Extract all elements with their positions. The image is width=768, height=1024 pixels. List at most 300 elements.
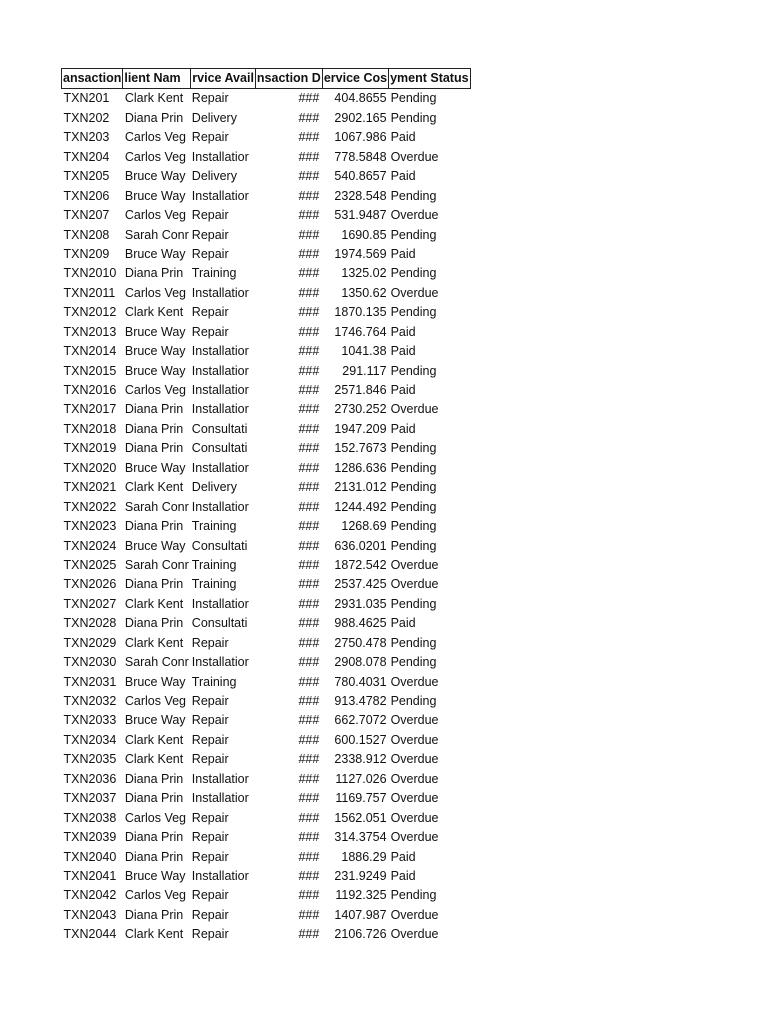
cell-transaction-id[interactable]: TXN205	[63, 169, 110, 184]
cell-service-availed[interactable]: Repair	[191, 810, 229, 825]
cell-transaction-id[interactable]: TXN2042	[63, 888, 117, 903]
cell-service-availed[interactable]: Installatior	[191, 596, 249, 611]
cell-client-name[interactable]: Bruce Way	[124, 324, 186, 339]
cell-transaction-id[interactable]: TXN2036	[63, 771, 117, 786]
cell-payment-status[interactable]: Pending	[390, 655, 437, 670]
cell-client-name[interactable]: Sarah Conr	[124, 655, 189, 670]
cell-service-availed[interactable]: Repair	[191, 830, 229, 845]
cell-payment-status[interactable]: Pending	[390, 305, 437, 320]
table-body	[62, 89, 471, 945]
cell-client-name[interactable]: Clark Kent	[124, 635, 184, 650]
cell-client-name[interactable]: Bruce Way	[124, 868, 186, 883]
cell-service-cost[interactable]: 662.7072	[334, 713, 387, 728]
cell-payment-status[interactable]: Overdue	[390, 907, 439, 922]
table-row	[62, 128, 471, 147]
cell-service-availed[interactable]: Repair	[191, 246, 229, 261]
cell-transaction-id[interactable]: TXN2014	[63, 344, 117, 359]
cell-transaction-id[interactable]: TXN2013	[63, 324, 117, 339]
cell-client-name[interactable]: Bruce Way	[124, 538, 186, 553]
cell-transaction-id[interactable]: TXN2022	[63, 499, 117, 514]
cell-client-name[interactable]: Clark Kent	[124, 305, 184, 320]
cell-payment-status[interactable]: Pending	[390, 441, 437, 456]
cell-payment-status[interactable]: Pending	[390, 499, 437, 514]
cell-service-cost[interactable]: 1872.542	[334, 557, 387, 572]
cell-transaction-id[interactable]: TXN2015	[63, 363, 117, 378]
table-row	[62, 167, 471, 186]
cell-service-availed[interactable]: Repair	[191, 907, 229, 922]
cell-client-name[interactable]: Sarah Conr	[124, 227, 189, 242]
cell-transaction-date[interactable]: ###	[298, 868, 320, 883]
cell-client-name[interactable]: Carlos Veg	[124, 285, 187, 300]
cell-payment-status[interactable]: Overdue	[390, 208, 439, 223]
cell-payment-status[interactable]: Pending	[390, 538, 437, 553]
cell-transaction-date[interactable]: ###	[298, 538, 320, 553]
cell-service-cost[interactable]: 231.9249	[334, 868, 387, 883]
cell-service-cost[interactable]: 540.8657	[334, 169, 387, 184]
cell-client-name[interactable]: Clark Kent	[124, 596, 184, 611]
cell-service-availed[interactable]: Training	[191, 266, 237, 281]
header-service-availed[interactable]: rvice Avail	[191, 69, 256, 89]
table-row	[62, 905, 471, 924]
cell-service-cost[interactable]: 1870.135	[334, 305, 387, 320]
cell-service-cost[interactable]: 1127.026	[335, 771, 387, 786]
table-row	[62, 147, 471, 166]
cell-payment-status[interactable]: Pending	[390, 596, 437, 611]
cell-transaction-id[interactable]: TXN204	[63, 149, 110, 164]
header-transaction-id[interactable]: ansaction	[62, 69, 123, 89]
cell-payment-status[interactable]: Pending	[390, 519, 437, 534]
cell-transaction-date[interactable]: ###	[298, 771, 320, 786]
table-row	[62, 439, 471, 458]
cell-transaction-date[interactable]: ###	[298, 577, 320, 592]
table-row	[62, 633, 471, 652]
cell-service-cost[interactable]: 988.4625	[334, 616, 387, 631]
cell-service-availed[interactable]: Installatior	[191, 149, 249, 164]
table-row	[62, 867, 471, 886]
cell-payment-status[interactable]: Pending	[390, 227, 437, 242]
cell-transaction-date[interactable]: ###	[298, 460, 320, 475]
cell-client-name[interactable]: Diana Prin	[124, 402, 184, 417]
cell-transaction-date[interactable]: ###	[298, 227, 320, 242]
cell-service-cost[interactable]: 1886.29	[341, 849, 387, 864]
cell-client-name[interactable]: Diana Prin	[124, 441, 184, 456]
cell-client-name[interactable]: Diana Prin	[124, 616, 184, 631]
cell-client-name[interactable]: Clark Kent	[124, 480, 184, 495]
cell-payment-status[interactable]: Paid	[390, 421, 416, 436]
cell-service-cost[interactable]: 2106.726	[334, 927, 387, 942]
cell-payment-status[interactable]: Pending	[390, 91, 437, 106]
cell-payment-status[interactable]: Overdue	[390, 402, 439, 417]
cell-service-availed[interactable]: Repair	[191, 694, 229, 708]
cell-service-availed[interactable]: Repair	[191, 324, 229, 339]
cell-payment-status[interactable]: Pending	[390, 363, 437, 378]
cell-transaction-id[interactable]: TXN2024	[63, 538, 117, 553]
cell-transaction-id[interactable]: TXN2023	[63, 519, 117, 534]
cell-transaction-date[interactable]: ###	[298, 208, 320, 223]
cell-transaction-date[interactable]: ###	[298, 791, 320, 806]
cell-service-availed[interactable]: Repair	[191, 752, 229, 767]
cell-client-name[interactable]: Diana Prin	[124, 110, 184, 125]
cell-payment-status[interactable]: Overdue	[390, 285, 439, 300]
cell-transaction-id[interactable]: TXN2034	[63, 732, 117, 747]
cell-client-name[interactable]: Diana Prin	[124, 577, 184, 592]
cell-client-name[interactable]: Carlos Veg	[124, 383, 187, 397]
cell-service-availed[interactable]: Installatior	[191, 460, 249, 475]
cell-service-cost[interactable]: 1350.62	[341, 285, 387, 300]
cell-payment-status[interactable]: Pending	[390, 110, 437, 125]
header-service-cost[interactable]: ervice Cos	[322, 69, 388, 89]
cell-transaction-id[interactable]: TXN2039	[63, 830, 117, 845]
cell-service-availed[interactable]: Installatior	[191, 655, 249, 670]
cell-transaction-id[interactable]: TXN2032	[63, 694, 117, 708]
cell-payment-status[interactable]: Overdue	[390, 732, 439, 747]
cell-payment-status[interactable]: Overdue	[390, 577, 439, 592]
cell-client-name[interactable]: Clark Kent	[124, 927, 184, 942]
cell-transaction-id[interactable]: TXN208	[63, 227, 110, 242]
cell-transaction-date[interactable]: ###	[298, 713, 320, 728]
cell-service-cost[interactable]: 2131.012	[334, 480, 387, 495]
cell-payment-status[interactable]: Pending	[390, 460, 437, 475]
cell-service-cost[interactable]: 1690.85	[341, 227, 387, 242]
cell-service-availed[interactable]: Repair	[191, 305, 229, 320]
cell-client-name[interactable]: Sarah Conr	[124, 557, 189, 572]
table-row	[62, 614, 471, 633]
cell-service-availed[interactable]: Repair	[191, 208, 229, 223]
cell-service-cost[interactable]: 1268.69	[341, 519, 387, 534]
cell-service-cost[interactable]: 2537.425	[334, 577, 387, 592]
cell-service-cost[interactable]: 1192.325	[335, 888, 387, 903]
cell-transaction-date[interactable]: ###	[298, 752, 320, 767]
cell-service-cost[interactable]: 1041.38	[341, 344, 387, 359]
cell-transaction-date[interactable]: ###	[298, 499, 320, 514]
cell-service-cost[interactable]: 1974.569	[334, 246, 387, 261]
cell-client-name[interactable]: Bruce Way	[124, 674, 186, 689]
cell-transaction-date[interactable]: ###	[298, 635, 320, 650]
cell-payment-status[interactable]: Overdue	[390, 927, 439, 942]
cell-transaction-id[interactable]: TXN203	[63, 130, 110, 145]
cell-client-name[interactable]: Carlos Veg	[124, 694, 187, 708]
header-transaction-date[interactable]: nsaction D	[255, 69, 322, 89]
cell-transaction-date[interactable]: ###	[298, 402, 320, 417]
cell-payment-status[interactable]: Paid	[390, 383, 416, 397]
cell-service-cost[interactable]: 404.8655	[334, 91, 387, 106]
cell-service-availed[interactable]: Consultati	[191, 441, 248, 456]
table-row	[62, 517, 471, 536]
cell-client-name[interactable]: Clark Kent	[124, 732, 184, 747]
cell-client-name[interactable]: Carlos Veg	[124, 810, 187, 825]
cell-service-cost[interactable]: 2931.035	[334, 596, 387, 611]
cell-transaction-date[interactable]: ###	[298, 830, 320, 845]
cell-service-availed[interactable]: Installatior	[191, 363, 249, 378]
cell-client-name[interactable]: Diana Prin	[124, 830, 184, 845]
table-row	[62, 381, 471, 400]
cell-transaction-date[interactable]: ###	[298, 810, 320, 825]
header-payment-status[interactable]: yment Status	[389, 69, 471, 89]
cell-transaction-date[interactable]: ###	[298, 285, 320, 300]
cell-service-cost[interactable]: 1407.987	[334, 907, 387, 922]
cell-service-cost[interactable]: 780.4031	[334, 674, 387, 689]
cell-payment-status[interactable]: Paid	[390, 344, 416, 359]
cell-service-availed[interactable]: Installatior	[191, 188, 249, 203]
cell-service-availed[interactable]: Installatior	[191, 344, 249, 359]
cell-service-cost[interactable]: 1169.757	[335, 791, 387, 806]
cell-transaction-id[interactable]: TXN2031	[63, 674, 117, 689]
table-row	[62, 478, 471, 497]
table-row	[62, 536, 471, 555]
cell-service-availed[interactable]: Training	[191, 674, 237, 689]
cell-transaction-date[interactable]: ###	[298, 149, 320, 164]
cell-service-cost[interactable]: 531.9487	[334, 208, 387, 223]
cell-service-cost[interactable]: 1067.986	[334, 130, 387, 145]
cell-transaction-id[interactable]: TXN2030	[63, 655, 117, 670]
cell-transaction-date[interactable]: ###	[298, 694, 320, 708]
cell-transaction-id[interactable]: TXN2035	[63, 752, 117, 767]
cell-transaction-date[interactable]: ###	[298, 130, 320, 145]
cell-transaction-id[interactable]: TXN207	[63, 208, 110, 223]
cell-service-availed[interactable]: Installatior	[191, 499, 249, 514]
table-row	[62, 575, 471, 594]
table-row	[62, 303, 471, 322]
cell-client-name[interactable]: Bruce Way	[124, 188, 186, 203]
cell-client-name[interactable]: Diana Prin	[124, 519, 184, 534]
transactions-table	[61, 68, 471, 944]
cell-payment-status[interactable]: Pending	[390, 188, 437, 203]
cell-service-availed[interactable]: Repair	[191, 732, 229, 747]
cell-service-availed[interactable]: Repair	[191, 849, 229, 864]
cell-transaction-id[interactable]: TXN2033	[63, 713, 117, 728]
cell-transaction-date[interactable]: ###	[298, 927, 320, 942]
cell-payment-status[interactable]: Paid	[390, 849, 416, 864]
cell-transaction-id[interactable]: TXN2027	[63, 596, 117, 611]
cell-service-cost[interactable]: 636.0201	[334, 538, 387, 553]
cell-client-name[interactable]: Bruce Way	[124, 713, 186, 728]
table-row	[62, 400, 471, 419]
table-row	[62, 497, 471, 516]
cell-service-cost[interactable]: 913.4782	[334, 694, 387, 708]
cell-service-availed[interactable]: Repair	[191, 888, 229, 903]
cell-transaction-date[interactable]: ###	[298, 363, 320, 378]
cell-transaction-date[interactable]: ###	[298, 266, 320, 281]
cell-transaction-id[interactable]: TXN2025	[63, 557, 117, 572]
table-row	[62, 730, 471, 749]
cell-service-availed[interactable]: Installatior	[191, 402, 249, 417]
cell-service-cost[interactable]: 778.5848	[334, 149, 387, 164]
cell-payment-status[interactable]: Pending	[390, 888, 437, 903]
cell-client-name[interactable]: Sarah Conr	[124, 499, 189, 514]
cell-service-availed[interactable]: Repair	[191, 227, 229, 242]
cell-service-availed[interactable]: Repair	[191, 927, 229, 942]
cell-transaction-id[interactable]: TXN2011	[63, 285, 116, 300]
cell-payment-status[interactable]: Overdue	[390, 810, 439, 825]
cell-payment-status[interactable]: Overdue	[390, 149, 439, 164]
cell-service-availed[interactable]: Installatior	[191, 791, 249, 806]
cell-client-name[interactable]: Carlos Veg	[124, 888, 187, 903]
cell-service-cost[interactable]: 2902.165	[334, 110, 387, 125]
cell-transaction-date[interactable]: ###	[298, 441, 320, 456]
cell-service-cost[interactable]: 600.1527	[334, 732, 387, 747]
cell-transaction-id[interactable]: TXN2040	[63, 849, 117, 864]
cell-client-name[interactable]: Diana Prin	[124, 771, 184, 786]
cell-transaction-id[interactable]: TXN2019	[63, 441, 117, 456]
cell-payment-status[interactable]: Pending	[390, 635, 437, 650]
cell-transaction-date[interactable]: ###	[298, 888, 320, 903]
cell-payment-status[interactable]: Paid	[390, 616, 416, 631]
cell-client-name[interactable]: Bruce Way	[124, 460, 186, 475]
cell-service-availed[interactable]: Repair	[191, 130, 229, 145]
cell-transaction-id[interactable]: TXN202	[63, 110, 110, 125]
cell-service-cost[interactable]: 1947.209	[334, 421, 387, 436]
cell-client-name[interactable]: Carlos Veg	[124, 149, 187, 164]
cell-transaction-date[interactable]: ###	[298, 674, 320, 689]
cell-client-name[interactable]: Clark Kent	[124, 752, 184, 767]
cell-transaction-id[interactable]: TXN2038	[63, 810, 117, 825]
cell-transaction-date[interactable]: ###	[298, 169, 320, 184]
cell-transaction-date[interactable]: ###	[298, 519, 320, 534]
cell-service-availed[interactable]: Consultati	[191, 538, 248, 553]
table-row	[62, 342, 471, 361]
cell-transaction-id[interactable]: TXN2029	[63, 635, 117, 650]
cell-client-name[interactable]: Carlos Veg	[124, 130, 187, 145]
cell-transaction-date[interactable]: ###	[298, 188, 320, 203]
cell-client-name[interactable]: Diana Prin	[124, 849, 184, 864]
table-row	[62, 458, 471, 477]
cell-transaction-id[interactable]: TXN2012	[63, 305, 117, 320]
cell-payment-status[interactable]: Pending	[390, 694, 437, 708]
cell-service-cost[interactable]: 1325.02	[341, 266, 387, 281]
cell-service-availed[interactable]: Installatior	[191, 868, 249, 883]
cell-service-availed[interactable]: Consultati	[191, 616, 248, 631]
cell-payment-status[interactable]: Overdue	[390, 752, 439, 767]
cell-transaction-date[interactable]: ###	[298, 421, 320, 436]
cell-transaction-id[interactable]: TXN2043	[63, 907, 117, 922]
cell-payment-status[interactable]: Paid	[390, 169, 416, 184]
cell-service-availed[interactable]: Delivery	[191, 480, 237, 495]
cell-transaction-id[interactable]: TXN2037	[63, 791, 117, 806]
cell-service-cost[interactable]: 1286.636	[334, 460, 387, 475]
cell-payment-status[interactable]: Overdue	[390, 771, 439, 786]
table-row	[62, 711, 471, 730]
cell-payment-status[interactable]: Overdue	[390, 830, 439, 845]
cell-service-cost[interactable]: 314.3754	[334, 830, 387, 845]
cell-service-cost[interactable]: 2750.478	[334, 635, 387, 650]
cell-transaction-id[interactable]: TXN209	[63, 246, 110, 261]
cell-transaction-date[interactable]: ###	[298, 480, 320, 495]
cell-transaction-id[interactable]: TXN2041	[63, 868, 117, 883]
cell-payment-status[interactable]: Overdue	[390, 557, 439, 572]
cell-client-name[interactable]: Bruce Way	[124, 363, 186, 378]
cell-transaction-id[interactable]: TXN206	[63, 188, 110, 203]
cell-transaction-id[interactable]: TXN2044	[63, 927, 117, 942]
cell-service-availed[interactable]: Consultati	[191, 421, 248, 436]
cell-client-name[interactable]: Bruce Way	[124, 169, 186, 184]
cell-payment-status[interactable]: Overdue	[390, 674, 439, 689]
table-row	[62, 750, 471, 769]
table-row	[62, 322, 471, 341]
cell-service-cost[interactable]: 1562.051	[334, 810, 387, 825]
cell-transaction-id[interactable]: TXN2010	[63, 266, 117, 281]
cell-transaction-date[interactable]: ###	[298, 849, 320, 864]
cell-service-availed[interactable]: Installatior	[191, 383, 249, 397]
cell-transaction-date[interactable]: ###	[298, 907, 320, 922]
cell-service-cost[interactable]: 1746.764	[334, 324, 387, 339]
cell-service-cost[interactable]: 2908.078	[334, 655, 387, 670]
cell-service-availed[interactable]: Training	[191, 577, 237, 592]
cell-client-name[interactable]: Diana Prin	[124, 907, 184, 922]
cell-client-name[interactable]: Diana Prin	[124, 791, 184, 806]
cell-transaction-date[interactable]: ###	[298, 305, 320, 320]
cell-client-name[interactable]: Bruce Way	[124, 246, 186, 261]
cell-service-availed[interactable]: Delivery	[191, 110, 237, 125]
cell-transaction-id[interactable]: TXN2016	[63, 383, 117, 397]
cell-transaction-date[interactable]: ###	[298, 557, 320, 572]
table-row	[62, 108, 471, 127]
cell-client-name[interactable]: Diana Prin	[124, 266, 184, 281]
cell-payment-status[interactable]: Pending	[390, 266, 437, 281]
cell-service-availed[interactable]: Training	[191, 519, 237, 534]
cell-transaction-date[interactable]: ###	[298, 596, 320, 611]
cell-client-name[interactable]: Clark Kent	[124, 91, 184, 106]
cell-service-availed[interactable]: Training	[191, 557, 237, 572]
cell-payment-status[interactable]: Overdue	[390, 713, 439, 728]
cell-transaction-date[interactable]: ###	[298, 344, 320, 359]
cell-transaction-date[interactable]: ###	[298, 655, 320, 670]
cell-transaction-date[interactable]: ###	[298, 324, 320, 339]
cell-transaction-date[interactable]: ###	[298, 616, 320, 631]
cell-transaction-id[interactable]: TXN2021	[63, 480, 117, 495]
cell-service-availed[interactable]: Installatior	[191, 771, 249, 786]
cell-service-availed[interactable]: Repair	[191, 91, 229, 106]
cell-service-availed[interactable]: Installatior	[191, 285, 249, 300]
cell-transaction-id[interactable]: TXN2017	[63, 402, 117, 417]
cell-service-cost[interactable]: 2338.912	[334, 752, 387, 767]
cell-client-name[interactable]: Carlos Veg	[124, 208, 187, 223]
cell-transaction-date[interactable]: ###	[298, 91, 320, 106]
table-row	[62, 206, 471, 225]
cell-service-availed[interactable]: Delivery	[191, 169, 237, 184]
cell-payment-status[interactable]: Paid	[390, 324, 416, 339]
cell-transaction-id[interactable]: TXN201	[63, 91, 110, 106]
cell-transaction-date[interactable]: ###	[298, 110, 320, 125]
cell-service-cost[interactable]: 152.7673	[334, 441, 387, 456]
cell-payment-status[interactable]: Paid	[390, 246, 416, 261]
cell-service-availed[interactable]: Repair	[191, 713, 229, 728]
cell-transaction-date[interactable]: ###	[298, 246, 320, 261]
cell-client-name[interactable]: Diana Prin	[124, 421, 184, 436]
cell-payment-status[interactable]: Overdue	[390, 791, 439, 806]
cell-transaction-id[interactable]: TXN2020	[63, 460, 117, 475]
table-row	[62, 847, 471, 866]
table-row	[62, 789, 471, 808]
cell-service-cost[interactable]: 291.117	[342, 363, 387, 378]
cell-transaction-id[interactable]: TXN2018	[63, 421, 117, 436]
cell-transaction-id[interactable]: TXN2026	[63, 577, 117, 592]
cell-service-availed[interactable]: Repair	[191, 635, 229, 650]
cell-service-cost[interactable]: 2328.548	[334, 188, 387, 203]
cell-payment-status[interactable]: Paid	[390, 868, 416, 883]
cell-transaction-date[interactable]: ###	[298, 732, 320, 747]
cell-payment-status[interactable]: Paid	[390, 130, 416, 145]
cell-payment-status[interactable]: Pending	[390, 480, 437, 495]
cell-transaction-id[interactable]: TXN2028	[63, 616, 117, 631]
table-row	[62, 89, 471, 109]
cell-service-cost[interactable]: 1244.492	[334, 499, 387, 514]
cell-service-cost[interactable]: 2571.846	[334, 383, 387, 397]
cell-transaction-date[interactable]: ###	[298, 383, 320, 397]
cell-service-cost[interactable]: 2730.252	[334, 402, 387, 417]
cell-client-name[interactable]: Bruce Way	[124, 344, 186, 359]
header-row	[62, 69, 471, 89]
header-client-name[interactable]: lient Nam	[123, 69, 191, 89]
